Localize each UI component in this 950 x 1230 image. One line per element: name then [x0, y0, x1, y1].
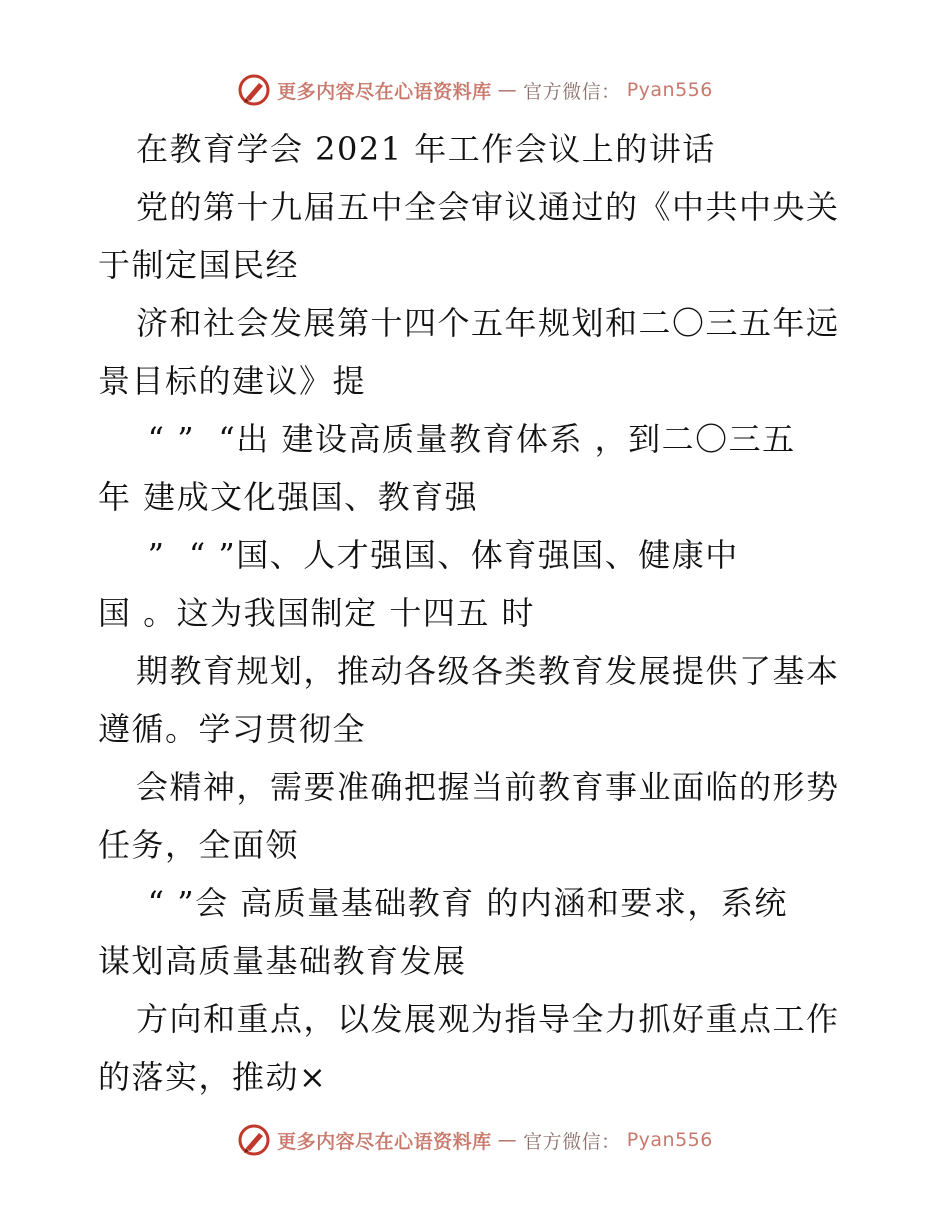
- text-line: 国 。这为我国制定 十四五 时: [98, 594, 536, 632]
- text-line: 谋划高质量基础教育发展: [98, 942, 467, 980]
- text-line: 期教育规划，推动各级各类教育发展提供了基本: [136, 652, 840, 690]
- text-line: 年 建成文化强国、教育强: [98, 478, 479, 516]
- footer-watermark: [0, 1120, 950, 1160]
- text-line: 景目标的建议》提: [98, 362, 367, 400]
- document-title: 在教育学会 2021 年工作会议上的讲话: [136, 130, 716, 168]
- text-line: ” “ ”国、人才强国、体育强国、健康中: [136, 536, 739, 574]
- text-line: 遵循。学习贯彻全: [98, 710, 367, 748]
- watermark-wechat-id: Pyan556: [626, 79, 713, 101]
- document-body: [98, 120, 858, 1106]
- watermark-dash: —: [497, 79, 518, 101]
- watermark-wechat-label: 官方微信：: [523, 80, 621, 103]
- watermark-dash: —: [497, 1129, 518, 1151]
- watermark-text: 更多内容尽在心语资料库: [277, 1130, 492, 1153]
- watermark-wechat-label: 官方微信：: [523, 1130, 621, 1153]
- text-line: 的落实，推动×: [98, 1058, 328, 1096]
- text-line: 方向和重点，以发展观为指导全力抓好重点工作: [136, 1000, 840, 1038]
- text-line: “ ”会 高质量基础教育 的内涵和要求，系统: [136, 884, 788, 922]
- pen-logo-icon: [237, 73, 271, 107]
- text-line: 于制定国民经: [98, 246, 300, 284]
- text-line: “ ” “出 建设高质量教育体系 ，到二〇三五: [136, 420, 796, 458]
- text-line: 济和社会发展第十四个五年规划和二〇三五年远: [136, 304, 840, 342]
- pen-logo-icon: [237, 1123, 271, 1157]
- text-line: 任务，全面领: [98, 826, 300, 864]
- watermark-text: 更多内容尽在心语资料库: [277, 80, 492, 103]
- text-line: 党的第十九届五中全会审议通过的《中共中央关: [136, 188, 840, 226]
- header-watermark: [0, 70, 950, 110]
- watermark-wechat-id: Pyan556: [626, 1129, 713, 1151]
- text-line: 会精神，需要准确把握当前教育事业面临的形势: [136, 768, 840, 806]
